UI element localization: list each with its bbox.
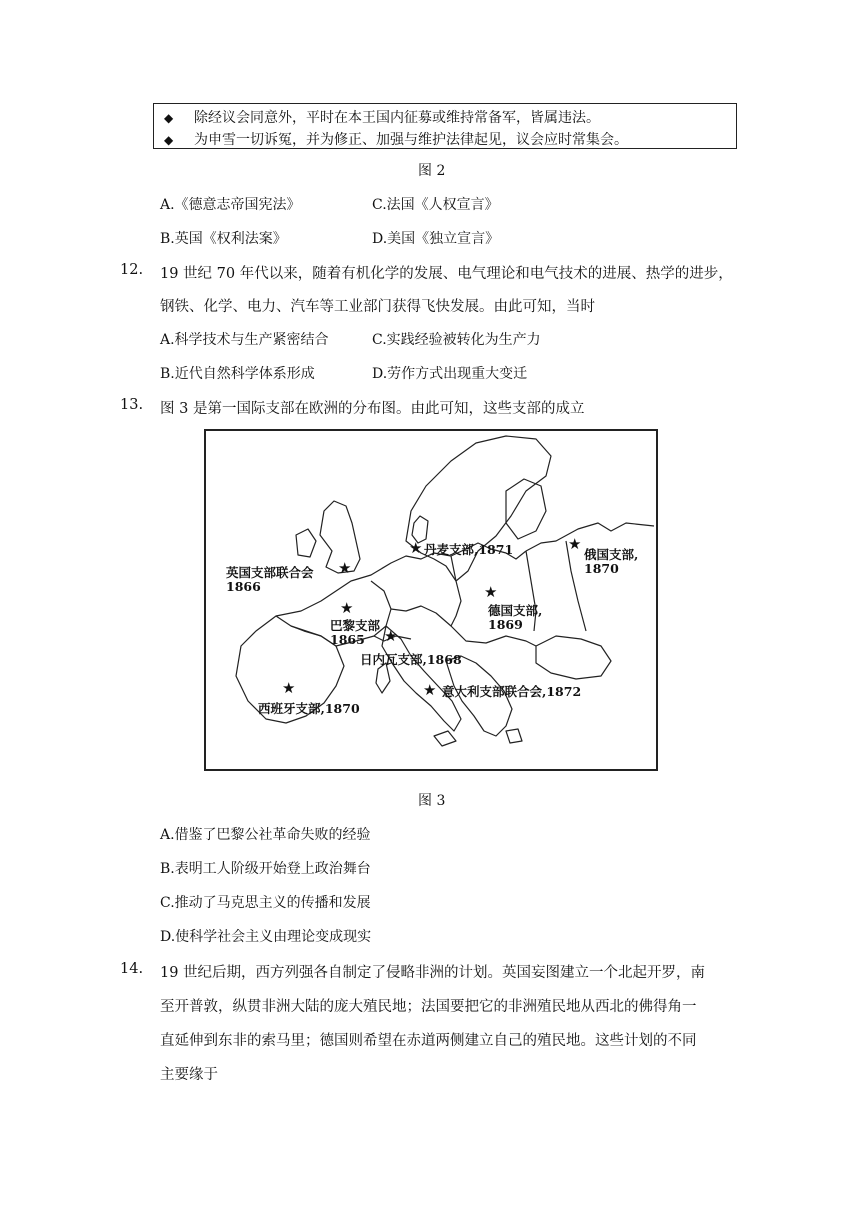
star-marker-italy: ★ bbox=[423, 681, 437, 699]
q14-stem-line3: 直延伸到东非的索马里；德国则希望在赤道两侧建立自己的殖民地。这些计划的不同 bbox=[160, 1033, 697, 1049]
star-marker-geneva: ★ bbox=[384, 627, 398, 645]
label-germany-2: 1869 bbox=[488, 617, 523, 632]
q12-option-d: D.劳作方式出现重大变迁 bbox=[372, 366, 528, 382]
q11-option-b: B.英国《权利法案》 bbox=[160, 231, 287, 247]
figure3-caption: 图 3 bbox=[418, 793, 446, 809]
star-marker-germany: ★ bbox=[484, 583, 498, 601]
box-line-2 bbox=[164, 129, 628, 149]
q12-number: 12. bbox=[120, 262, 144, 278]
q11-option-d: D.美国《独立宣言》 bbox=[372, 231, 500, 247]
label-britain-2: 1866 bbox=[226, 579, 261, 594]
q13-option-c: C.推动了马克思主义的传播和发展 bbox=[160, 895, 371, 911]
q14-stem-line1: 19 世纪后期，西方列强各自制定了侵略非洲的计划。英国妄图建立一个北起开罗，南 bbox=[160, 965, 706, 981]
q13-option-b: B.表明工人阶级开始登上政治舞台 bbox=[160, 861, 371, 877]
q14-stem-line4: 主要缘于 bbox=[160, 1067, 218, 1083]
q11-option-a: A.《德意志帝国宪法》 bbox=[160, 197, 301, 213]
q13-stem: 图 3 是第一国际支部在欧洲的分布图。由此可知，这些支部的成立 bbox=[160, 401, 585, 417]
label-germany-1: 德国支部, bbox=[488, 603, 543, 618]
box-line-1 bbox=[164, 107, 600, 127]
star-marker-britain: ★ bbox=[338, 559, 352, 577]
europe-map-outline bbox=[206, 431, 656, 769]
label-britain-1: 英国支部联合会 bbox=[226, 565, 314, 580]
box-line-1-text: 除经议会同意外，平时在本王国内征募或维持常备军，皆属违法。 bbox=[194, 110, 600, 126]
star-marker-russia: ★ bbox=[568, 535, 582, 553]
diamond-bullet-icon: ◆ bbox=[164, 111, 174, 125]
label-paris-2: 1865 bbox=[330, 632, 365, 647]
q14-number: 14. bbox=[120, 961, 144, 977]
box-line-2-text: 为申雪一切诉冤，并为修正、加强与维护法律起见，议会应时常集会。 bbox=[194, 132, 628, 148]
q11-option-c: C.法国《人权宣言》 bbox=[372, 197, 499, 213]
star-marker-denmark: ★ bbox=[409, 539, 423, 557]
label-spain: 西班牙支部,1870 bbox=[258, 701, 360, 716]
q13-option-a: A.借鉴了巴黎公社革命失败的经验 bbox=[160, 827, 371, 843]
figure2-caption: 图 2 bbox=[418, 163, 446, 179]
q13-number: 13. bbox=[120, 397, 144, 413]
star-marker-paris: ★ bbox=[340, 599, 354, 617]
diamond-bullet-icon: ◆ bbox=[164, 133, 174, 147]
q14-stem-line2: 至开普敦，纵贯非洲大陆的庞大殖民地；法国要把它的非洲殖民地从西北的佛得角一 bbox=[160, 999, 697, 1015]
figure2-text-box bbox=[153, 103, 737, 149]
label-italy: 意大利支部联合会,1872 bbox=[442, 684, 582, 699]
star-marker-spain: ★ bbox=[282, 679, 296, 697]
q12-option-b: B.近代自然科学体系形成 bbox=[160, 366, 315, 382]
label-paris-1: 巴黎支部 bbox=[330, 618, 381, 633]
europe-map-figure bbox=[204, 429, 658, 771]
q12-stem-line1: 19 世纪 70 年代以来，随着有机化学的发展、电气理论和电气技术的进展、热学的进步， bbox=[160, 266, 733, 282]
label-russia-2: 1870 bbox=[584, 561, 619, 576]
q12-option-c: C.实践经验被转化为生产力 bbox=[372, 332, 541, 348]
label-geneva: 日内瓦支部,1868 bbox=[360, 652, 462, 667]
label-russia-1: 俄国支部, bbox=[584, 547, 639, 562]
q12-option-a: A.科学技术与生产紧密结合 bbox=[160, 332, 329, 348]
q12-stem-line2: 钢铁、化学、电力、汽车等工业部门获得飞快发展。由此可知，当时 bbox=[160, 299, 595, 315]
q13-option-d: D.使科学社会主义由理论变成现实 bbox=[160, 929, 372, 945]
label-denmark: 丹麦支部,1871 bbox=[424, 542, 514, 557]
